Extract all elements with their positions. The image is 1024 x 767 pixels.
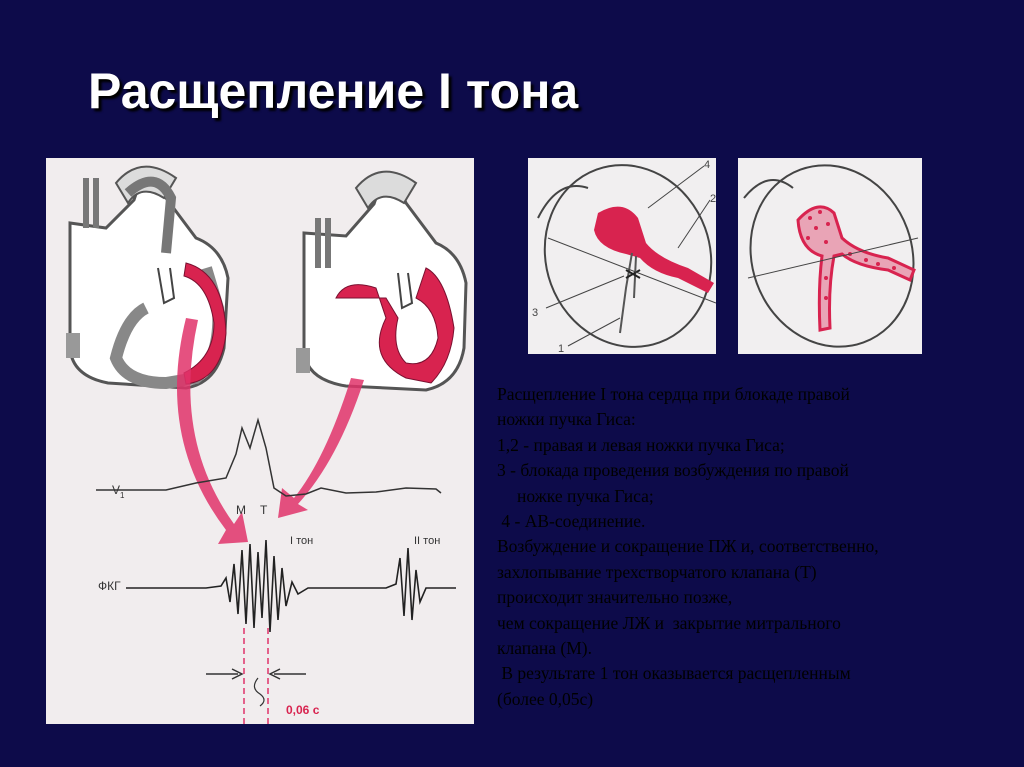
heart-pcg-figure [46, 158, 474, 724]
inset-label-3: 3 [532, 307, 539, 319]
caption-line: 1,2 - правая и левая ножки пучка Гиса; [497, 434, 785, 455]
interval-arrow-right [270, 669, 306, 679]
caption-line: ножке пучка Гиса; [517, 485, 654, 506]
caption-line: 4 - АВ-соединение. [497, 511, 646, 532]
inset-label-2: 2 [710, 193, 716, 205]
caption-text [497, 382, 1007, 712]
caption-line: Возбуждение и сокращение ПЖ и, соответственно, [497, 536, 879, 557]
heart-diagram-left [66, 167, 228, 388]
caption-line: клапана (М). [497, 638, 593, 659]
interval-label: 0,06 с [286, 703, 320, 717]
inset-label-1: 1 [558, 343, 565, 354]
interval-arrow-left [206, 669, 242, 679]
conduction-inset-normal [738, 158, 922, 354]
arrow-right-heart [278, 378, 364, 518]
t-label: Т [260, 503, 268, 517]
second-tone-label: II тон [414, 535, 441, 547]
caption-line: 3 - блокада проведения возбуждения по правой [497, 460, 849, 481]
caption-line: В результате 1 тон оказывается расщепленным [497, 663, 851, 684]
caption-line: Расщепление I тона сердца при блокаде правой [497, 384, 850, 404]
pcg-label: ФКГ [98, 579, 121, 593]
caption-line: захлопывание трехстворчатого клапана (Т) [497, 561, 817, 582]
inset-label-4: 4 [704, 159, 711, 171]
heart-diagram-right [296, 172, 466, 390]
ecg-v1-trace [96, 420, 441, 496]
caption-line: (более 0,05с) [497, 688, 594, 709]
slide-title: Расщепление I тона [88, 63, 579, 119]
caption-line: происходит значительно позже, [497, 587, 733, 608]
caption-line: ножки пучка Гиса: [497, 409, 636, 430]
conduction-inset-labeled [528, 158, 716, 354]
pcg-trace [126, 540, 456, 632]
first-tone-label: I тон [290, 535, 314, 547]
caption-line: чем сокращение ЛЖ и закрытие митрального [497, 612, 841, 633]
lead-v1-label: $V_1$ [112, 483, 125, 500]
m-label: М [236, 503, 246, 517]
